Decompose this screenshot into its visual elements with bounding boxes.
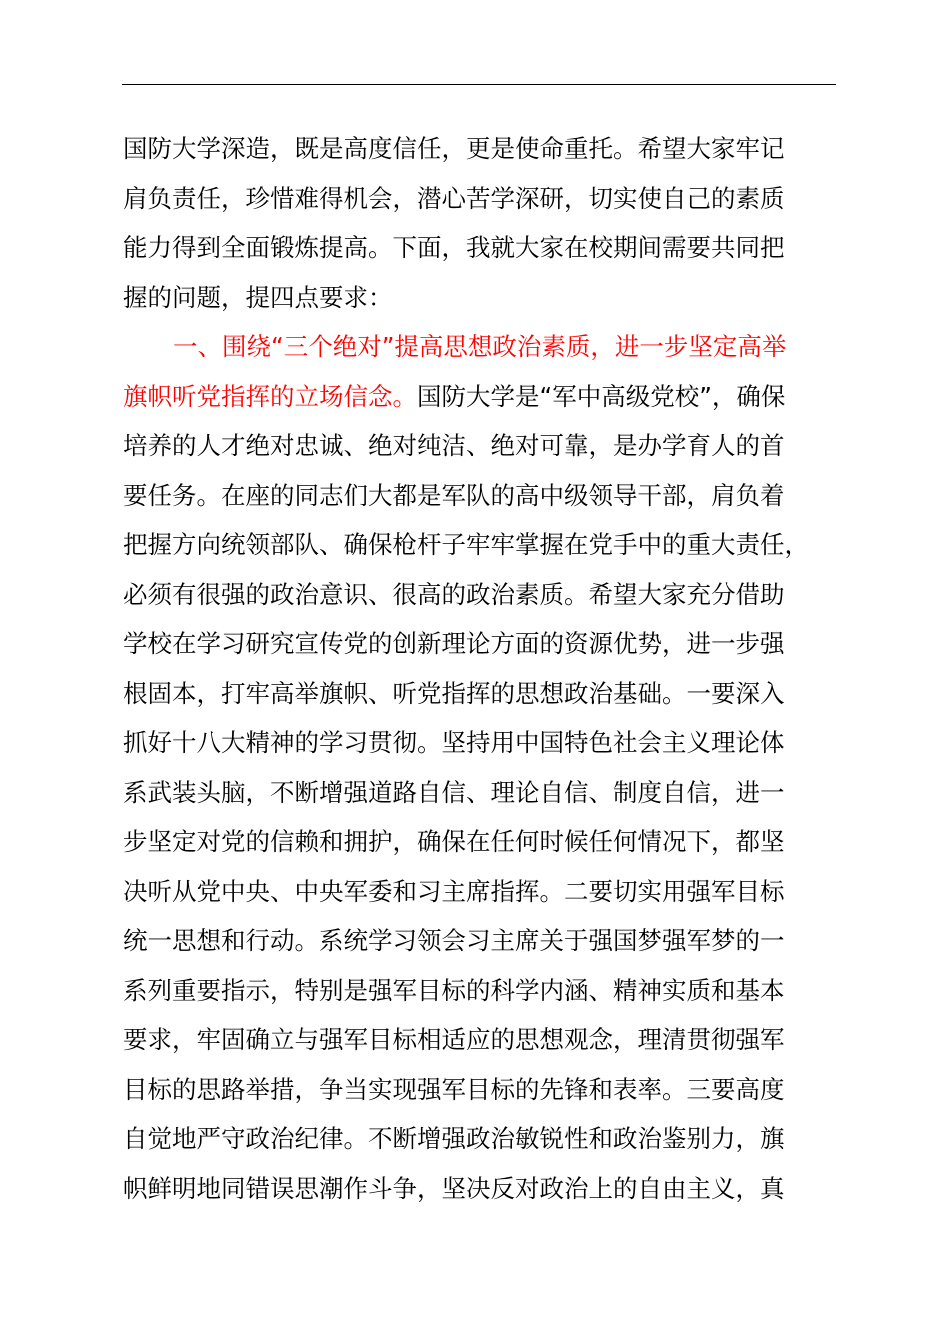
- body-text: 学校在学习研究宣传党的创新理论方面的资源优势，进一步强: [123, 629, 785, 658]
- body-text: 统一思想和行动。系统学习领会习主席关于强国梦强军梦的一: [123, 926, 785, 955]
- text-line: [123, 916, 863, 966]
- body-text: 能力得到全面锻炼提高。下面，我就大家在校期间需要共同把: [123, 233, 785, 262]
- body-text: 目标的思路举措，争当实现强军目标的先锋和表率。三要高度: [123, 1074, 785, 1104]
- body-text: 握的问题，提四点要求：: [123, 282, 393, 312]
- header-rule: [122, 84, 836, 85]
- text-line: [123, 817, 863, 867]
- text-line: [123, 1015, 863, 1065]
- body-text: 国防大学是“军中高级党校”，确保: [417, 381, 786, 411]
- text-line: [123, 619, 863, 669]
- body-text: 肩负责任，珍惜难得机会，潜心苦学深研，切实使自己的素质: [123, 183, 785, 213]
- document-body: [123, 124, 863, 1213]
- text-line: [123, 867, 863, 917]
- text-line: [123, 768, 863, 818]
- body-text: 把握方向统领部队、确保枪杆子牢牢掌握在党手中的重大责任，: [123, 530, 809, 559]
- text-line: [123, 322, 863, 372]
- text-line: [123, 223, 863, 273]
- body-text: 步坚定对党的信赖和拥护，确保在任何时候任何情况下，都坚: [123, 827, 785, 856]
- body-text: 决听从党中央、中央军委和习主席指挥。二要切实用强军目标: [123, 876, 785, 906]
- text-line: [123, 124, 863, 174]
- text-line: [123, 966, 863, 1016]
- text-line: [123, 421, 863, 471]
- text-line: [123, 520, 863, 570]
- heading-text: 旗帜听党指挥的立场信念。: [123, 381, 417, 411]
- body-text: 系列重要指示，特别是强军目标的科学内涵、精神实质和基本: [123, 975, 785, 1005]
- text-line: [123, 471, 863, 521]
- body-text: 国防大学深造，既是高度信任，更是使命重托。希望大家牢记: [123, 134, 785, 163]
- text-line: [123, 1164, 863, 1214]
- text-line: [123, 570, 863, 620]
- body-text: 根固本，打牢高举旗帜、听党指挥的思想政治基础。一要深入: [123, 678, 785, 708]
- text-line: [123, 1114, 863, 1164]
- body-text: 必须有很强的政治意识、很高的政治素质。希望大家充分借助: [123, 579, 785, 609]
- text-line: [123, 273, 863, 323]
- body-text: 要求，牢固确立与强军目标相适应的思想观念，理清贯彻强军: [123, 1025, 785, 1054]
- body-text: 抓好十八大精神的学习贯彻。坚持用中国特色社会主义理论体: [123, 728, 785, 757]
- text-line: [123, 718, 863, 768]
- text-line: [123, 1065, 863, 1115]
- body-text: 帜鲜明地同错误思潮作斗争，坚决反对政治上的自由主义，真: [123, 1173, 785, 1203]
- text-line: [123, 669, 863, 719]
- text-line: [123, 372, 863, 422]
- body-text: 培养的人才绝对忠诚、绝对纯洁、绝对可靠，是办学育人的首: [123, 431, 785, 460]
- body-text: 要任务。在座的同志们大都是军队的高中级领导干部，肩负着: [123, 480, 785, 510]
- body-text: 系武装头脑，不断增强道路自信、理论自信、制度自信，进一: [123, 777, 785, 807]
- heading-text: 一、围绕“三个绝对”提高思想政治素质，进一步坚定高举: [173, 332, 787, 361]
- text-line: [123, 174, 863, 224]
- body-text: 自觉地严守政治纪律。不断增强政治敏锐性和政治鉴别力，旗: [123, 1124, 785, 1153]
